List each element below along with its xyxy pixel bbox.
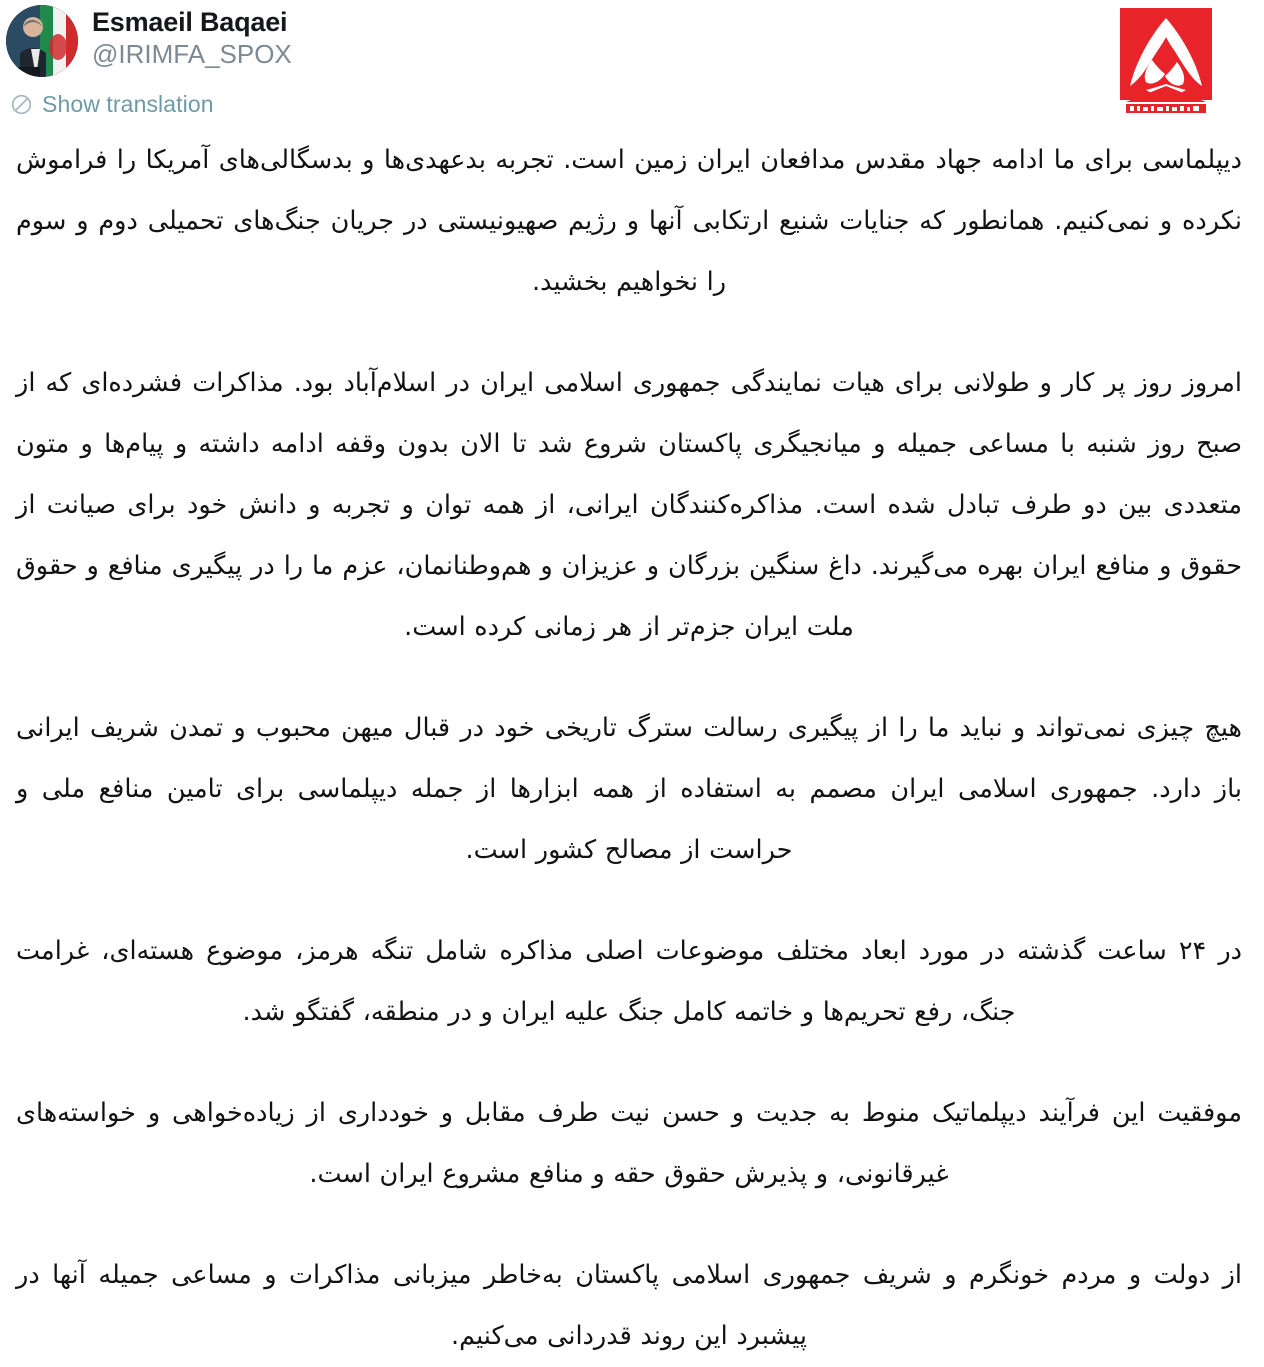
post-paragraph: هیچ چیزی نمی‌تواند و نباید ما را از پیگیری رسالت سترگ تاریخی خود در قبال میهن محبوب و تمدن شریف ایرانی باز دارد. جمهوری اسلامی ایران مصمم به استفاده از همه ابزارها از جمله دیپلماسی برای تامین منافع ملی و حراست از مصالح کشور است. bbox=[16, 713, 1242, 865]
post-paragraph: در ۲۴ ساعت گذشته در مورد ابعاد مختلف موضوعات اصلی مذاکره شامل تنگه هرمز، موضوع هسته‌ای، غرامت جنگ، رفع تحریم‌ها و خاتمه کامل جنگ علیه ایران و در منطقه، گفتگو شد. bbox=[16, 936, 1242, 1027]
avatar-image bbox=[6, 5, 78, 77]
post-paragraph: دیپلماسی برای ما ادامه جهاد مقدس مدافعان ایران زمین است. تجربه بدعهدی‌ها و بدسگالی‌های آمریکا را فراموش نکرده و نمی‌کنیم. همانطور که جنایات شنیع ارتکابی آنها و رژیم صهیونیستی در جریان جنگ‌های تحمیلی دوم و سوم را نخواهیم بخشید. bbox=[16, 145, 1242, 297]
account-names bbox=[92, 5, 292, 69]
hamshahri-logo bbox=[1116, 6, 1216, 118]
post-paragraph: از دولت و مردم خونگرم و شریف جمهوری اسلامی پاکستان به‌خاطر میزبانی مذاکرات و مساعی جمیله آنها در پیشبرد این روند قدردانی می‌کنیم. bbox=[16, 1260, 1242, 1351]
display-name: Esmaeil Baqaei bbox=[92, 7, 288, 37]
account-identity[interactable] bbox=[6, 5, 292, 77]
account-handle: @IRIMFA_SPOX bbox=[92, 39, 292, 70]
post-header bbox=[0, 0, 1264, 128]
translate-slashed-circle-icon bbox=[10, 93, 33, 116]
show-translation-label: Show translation bbox=[42, 91, 214, 117]
avatar[interactable] bbox=[6, 5, 78, 77]
show-translation-button[interactable] bbox=[10, 91, 214, 118]
post-paragraph: موفقیت این فرآیند دیپلماتیک منوط به جدیت و حسن نیت طرف مقابل و خودداری از زیاده‌خواهی و خواسته‌های غیرقانونی، و پذیرش حقوق حقه و منافع مشروع ایران است. bbox=[16, 1098, 1242, 1189]
hamshahri-logo-mark bbox=[1116, 6, 1216, 118]
post-body bbox=[0, 130, 1264, 1367]
post-paragraph: امروز روز پر کار و طولانی برای هیات نمایندگی جمهوری اسلامی ایران در اسلام‌آباد بود. مذاکرات فشرده‌ای که از صبح روز شنبه با مساعی جمیله و میانجیگری پاکستان شروع شد تا الان بدون وقفه ادامه داشته و پیام‌ها و متون متعددی بین دو طرف تبادل شده است. مذاکره‌کنندگان ایرانی، از همه توان و تجربه و دانش خود برای صیانت از حقوق و منافع ایران بهره می‌گیرند. داغ سنگین بزرگان و عزیزان و هم‌وطنانمان، عزم ما را در پیگیری منافع و حقوق ملت ایران جزم‌تر از هر زمانی کرده است. bbox=[16, 368, 1242, 642]
